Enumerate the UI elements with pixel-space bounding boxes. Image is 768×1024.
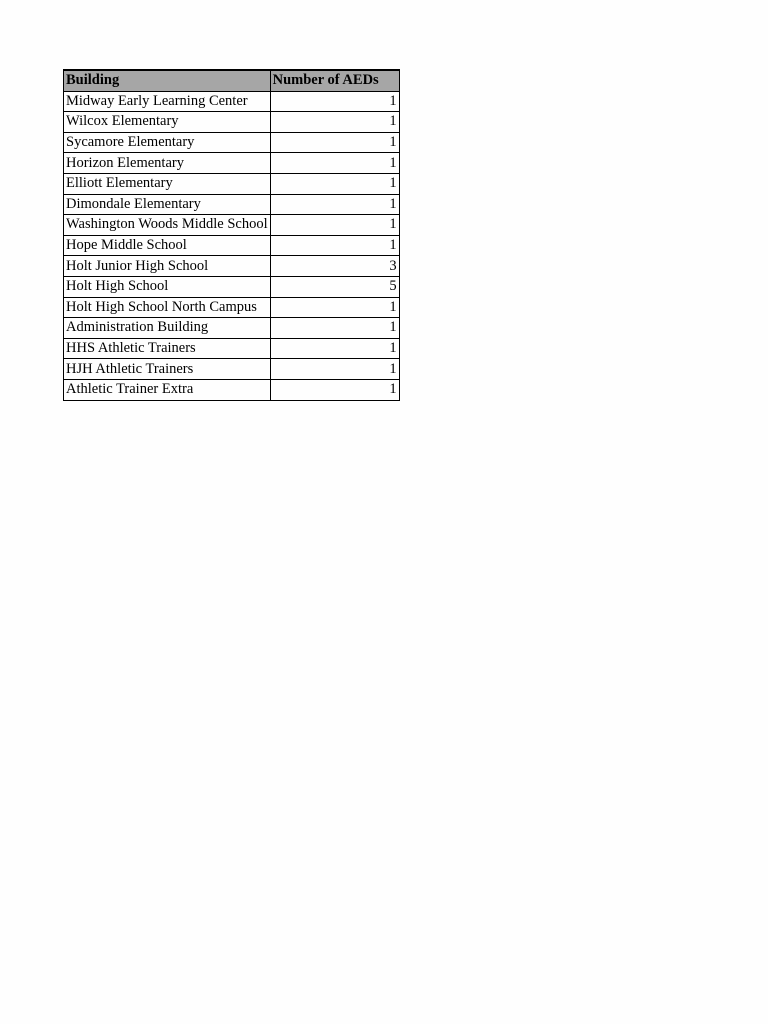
cell-building[interactable]: Holt High School	[64, 276, 271, 297]
cell-aed-count[interactable]: 1	[270, 235, 399, 256]
table-row	[64, 132, 400, 153]
cell-building[interactable]: Wilcox Elementary	[64, 112, 271, 133]
cell-aed-count[interactable]: 1	[270, 112, 399, 133]
table-row	[64, 318, 400, 339]
table-row	[64, 112, 400, 133]
cell-building[interactable]: Holt High School North Campus	[64, 297, 271, 318]
cell-aed-count[interactable]: 1	[270, 379, 399, 400]
cell-aed-count[interactable]: 5	[270, 276, 399, 297]
cell-building[interactable]: Administration Building	[64, 318, 271, 339]
table-row	[64, 215, 400, 236]
cell-aed-count[interactable]: 1	[270, 359, 399, 380]
table-row	[64, 276, 400, 297]
cell-aed-count[interactable]: 1	[270, 215, 399, 236]
table-row	[64, 173, 400, 194]
table-row	[64, 153, 400, 174]
table-row	[64, 359, 400, 380]
cell-aed-count[interactable]: 1	[270, 297, 399, 318]
table-header-row	[64, 70, 400, 91]
cell-building[interactable]: HJH Athletic Trainers	[64, 359, 271, 380]
cell-building[interactable]: Sycamore Elementary	[64, 132, 271, 153]
cell-building[interactable]: Holt Junior High School	[64, 256, 271, 277]
table-body	[64, 91, 400, 400]
cell-building[interactable]: HHS Athletic Trainers	[64, 338, 271, 359]
cell-aed-count[interactable]: 3	[270, 256, 399, 277]
table-row	[64, 338, 400, 359]
aed-table	[63, 69, 400, 401]
header-number-of-aeds[interactable]: Number of AEDs	[270, 70, 399, 91]
cell-aed-count[interactable]: 1	[270, 194, 399, 215]
table-row	[64, 256, 400, 277]
cell-aed-count[interactable]: 1	[270, 153, 399, 174]
cell-building[interactable]: Midway Early Learning Center	[64, 91, 271, 112]
cell-aed-count[interactable]: 1	[270, 318, 399, 339]
cell-building[interactable]: Washington Woods Middle School	[64, 215, 271, 236]
cell-building[interactable]: Dimondale Elementary	[64, 194, 271, 215]
cell-building[interactable]: Athletic Trainer Extra	[64, 379, 271, 400]
cell-building[interactable]: Elliott Elementary	[64, 173, 271, 194]
table-row	[64, 297, 400, 318]
cell-aed-count[interactable]: 1	[270, 132, 399, 153]
cell-building[interactable]: Hope Middle School	[64, 235, 271, 256]
table-row	[64, 235, 400, 256]
cell-aed-count[interactable]: 1	[270, 91, 399, 112]
table-row	[64, 379, 400, 400]
cell-building[interactable]: Horizon Elementary	[64, 153, 271, 174]
cell-aed-count[interactable]: 1	[270, 173, 399, 194]
table-row	[64, 194, 400, 215]
table-row	[64, 91, 400, 112]
cell-aed-count[interactable]: 1	[270, 338, 399, 359]
header-building[interactable]: Building	[64, 70, 271, 91]
